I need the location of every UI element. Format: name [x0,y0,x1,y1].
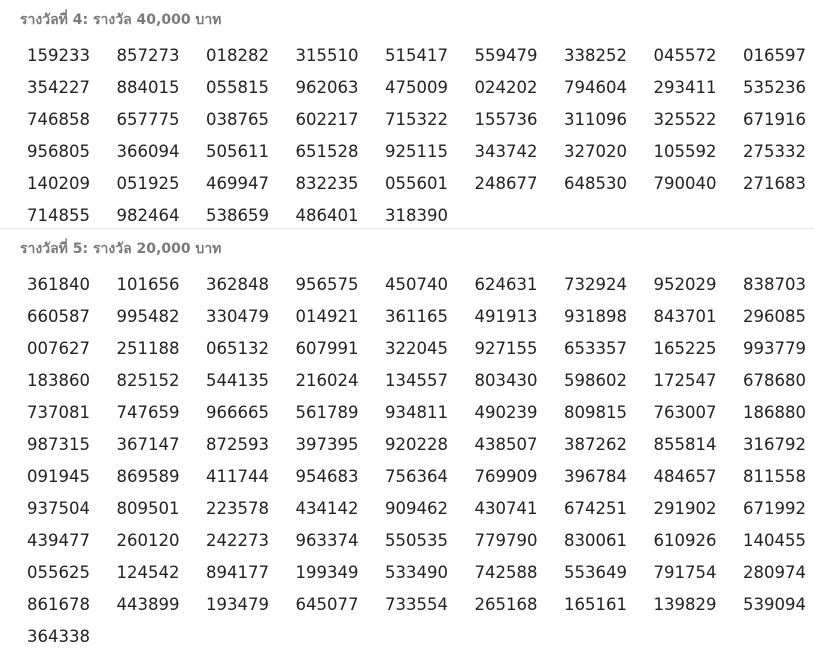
winning-number: 183860 [27,371,90,390]
winning-number: 987315 [27,435,90,454]
winning-number: 550535 [385,531,448,550]
winning-number: 937504 [27,499,90,518]
winning-number: 318390 [385,206,448,225]
winning-number: 809501 [116,499,180,518]
winning-number: 763007 [653,403,717,422]
prize-5-title: รางวัลที่ 5 [20,241,83,257]
winning-number: 857273 [116,46,180,65]
winning-number: 016597 [743,46,806,65]
winning-number: 311096 [564,110,627,129]
winning-number: 443899 [116,595,180,614]
winning-number: 397395 [295,435,359,454]
winning-number: 055601 [385,174,448,193]
winning-number: 803430 [474,371,538,390]
prize-5-header: รางวัลที่ 5: รางวัล 20,000 บาท [20,241,222,257]
winning-number: 018282 [206,46,269,65]
winning-number: 553649 [564,563,627,582]
winning-number: 024202 [474,78,538,97]
winning-number: 954683 [295,467,359,486]
winning-number: 242273 [206,531,269,550]
winning-number: 193479 [206,595,269,614]
winning-number: 607991 [295,339,359,358]
winning-number: 140209 [27,174,90,193]
winning-number: 653357 [564,339,627,358]
winning-number: 364338 [27,627,90,646]
winning-number: 014921 [295,307,359,326]
winning-number: 671992 [743,499,806,518]
winning-number: 338252 [564,46,627,65]
winning-number: 671916 [743,110,806,129]
winning-number: 291902 [653,499,717,518]
prize-5-numbers [27,269,814,653]
winning-number: 251188 [116,339,180,358]
winning-number: 956805 [27,142,90,161]
winning-number: 260120 [116,531,180,550]
winning-number: 747659 [116,403,180,422]
winning-number: 624631 [474,275,538,294]
winning-number: 931898 [564,307,627,326]
winning-number: 491913 [474,307,538,326]
winning-number: 651528 [295,142,359,161]
winning-number: 140455 [743,531,806,550]
winning-number: 051925 [116,174,180,193]
winning-number: 367147 [116,435,180,454]
winning-number: 475009 [385,78,448,97]
winning-number: 396784 [564,467,627,486]
winning-number: 769909 [474,467,538,486]
winning-number: 315510 [295,46,359,65]
winning-number: 678680 [743,371,806,390]
winning-number: 811558 [743,467,806,486]
winning-number: 561789 [295,403,359,422]
winning-number: 490239 [474,403,538,422]
winning-number: 361165 [385,307,448,326]
winning-number: 438507 [474,435,538,454]
winning-number: 861678 [27,595,90,614]
winning-number: 354227 [27,78,90,97]
winning-number: 007627 [27,339,90,358]
winning-number: 055625 [27,563,90,582]
winning-number: 343742 [474,142,538,161]
winning-number: 316792 [743,435,806,454]
winning-number: 952029 [653,275,717,294]
winning-number: 838703 [743,275,806,294]
winning-number: 330479 [206,307,269,326]
winning-number: 101656 [116,275,180,294]
winning-number: 962063 [295,78,359,97]
winning-number: 450740 [385,275,448,294]
winning-number: 598602 [564,371,627,390]
winning-number: 535236 [743,78,806,97]
winning-number: 920228 [385,435,448,454]
winning-number: 648530 [564,174,627,193]
winning-number: 091945 [27,467,90,486]
winning-number: 362848 [206,275,269,294]
winning-number: 825152 [116,371,180,390]
winning-number: 982464 [116,206,180,225]
winning-number: 956575 [295,275,359,294]
winning-number: 756364 [385,467,448,486]
prize-5-section [0,229,814,672]
winning-number: 322045 [385,339,448,358]
winning-number: 505611 [206,142,269,161]
winning-number: 165225 [653,339,717,358]
winning-number: 884015 [116,78,180,97]
winning-number: 439477 [27,531,90,550]
winning-number: 830061 [564,531,627,550]
winning-number: 065132 [206,339,269,358]
winning-number: 559479 [474,46,538,65]
winning-number: 737081 [27,403,90,422]
winning-number: 925115 [385,142,448,161]
winning-number: 779790 [474,531,538,550]
winning-number: 894177 [206,563,269,582]
winning-number: 216024 [295,371,359,390]
winning-number: 794604 [564,78,627,97]
winning-number: 186880 [743,403,806,422]
winning-number: 645077 [295,595,359,614]
winning-number: 430741 [474,499,538,518]
prize-4-section [0,0,814,228]
winning-number: 265168 [474,595,538,614]
winning-number: 714855 [27,206,90,225]
winning-number: 993779 [743,339,806,358]
winning-number: 484657 [653,467,717,486]
prize-5-amount: รางวัล 20,000 บาท [93,241,222,257]
winning-number: 963374 [295,531,359,550]
winning-number: 223578 [206,499,269,518]
prize-4-numbers [27,40,814,232]
winning-number: 869589 [116,467,180,486]
winning-number: 361840 [27,275,90,294]
winning-number: 843701 [653,307,717,326]
winning-number: 105592 [653,142,717,161]
winning-number: 538659 [206,206,269,225]
winning-number: 660587 [27,307,90,326]
winning-number: 809815 [564,403,627,422]
winning-number: 325522 [653,110,717,129]
winning-number: 296085 [743,307,806,326]
winning-number: 038765 [206,110,269,129]
winning-number: 544135 [206,371,269,390]
winning-number: 327020 [564,142,627,161]
winning-number: 434142 [295,499,359,518]
winning-number: 139829 [653,595,717,614]
winning-number: 366094 [116,142,180,161]
winning-number: 275332 [743,142,806,161]
winning-number: 610926 [653,531,717,550]
winning-number: 715322 [385,110,448,129]
winning-number: 855814 [653,435,717,454]
winning-number: 732924 [564,275,627,294]
winning-number: 055815 [206,78,269,97]
winning-number: 271683 [743,174,806,193]
winning-number: 742588 [474,563,538,582]
winning-number: 124542 [116,563,180,582]
winning-number: 199349 [295,563,359,582]
winning-number: 045572 [653,46,717,65]
winning-number: 733554 [385,595,448,614]
winning-number: 934811 [385,403,448,422]
winning-number: 159233 [27,46,90,65]
prize-4-amount: รางวัล 40,000 บาท [93,12,222,28]
winning-number: 674251 [564,499,627,518]
winning-number: 411744 [206,467,269,486]
winning-number: 134557 [385,371,448,390]
winning-number: 172547 [653,371,717,390]
winning-number: 165161 [564,595,627,614]
winning-number: 791754 [653,563,717,582]
winning-number: 602217 [295,110,359,129]
winning-number: 515417 [385,46,448,65]
winning-number: 155736 [474,110,538,129]
winning-number: 790040 [653,174,717,193]
winning-number: 927155 [474,339,538,358]
winning-number: 387262 [564,435,627,454]
winning-number: 657775 [116,110,180,129]
winning-number: 966665 [206,403,269,422]
winning-number: 995482 [116,307,180,326]
winning-number: 872593 [206,435,269,454]
winning-number: 469947 [206,174,269,193]
winning-number: 746858 [27,110,90,129]
winning-number: 293411 [653,78,717,97]
prize-4-title: รางวัลที่ 4 [20,12,83,28]
winning-number: 248677 [474,174,538,193]
winning-number: 533490 [385,563,448,582]
winning-number: 486401 [295,206,359,225]
winning-number: 539094 [743,595,806,614]
winning-number: 832235 [295,174,359,193]
winning-number: 280974 [743,563,806,582]
winning-number: 909462 [385,499,448,518]
prize-4-header: รางวัลที่ 4: รางวัล 40,000 บาท [20,12,222,28]
